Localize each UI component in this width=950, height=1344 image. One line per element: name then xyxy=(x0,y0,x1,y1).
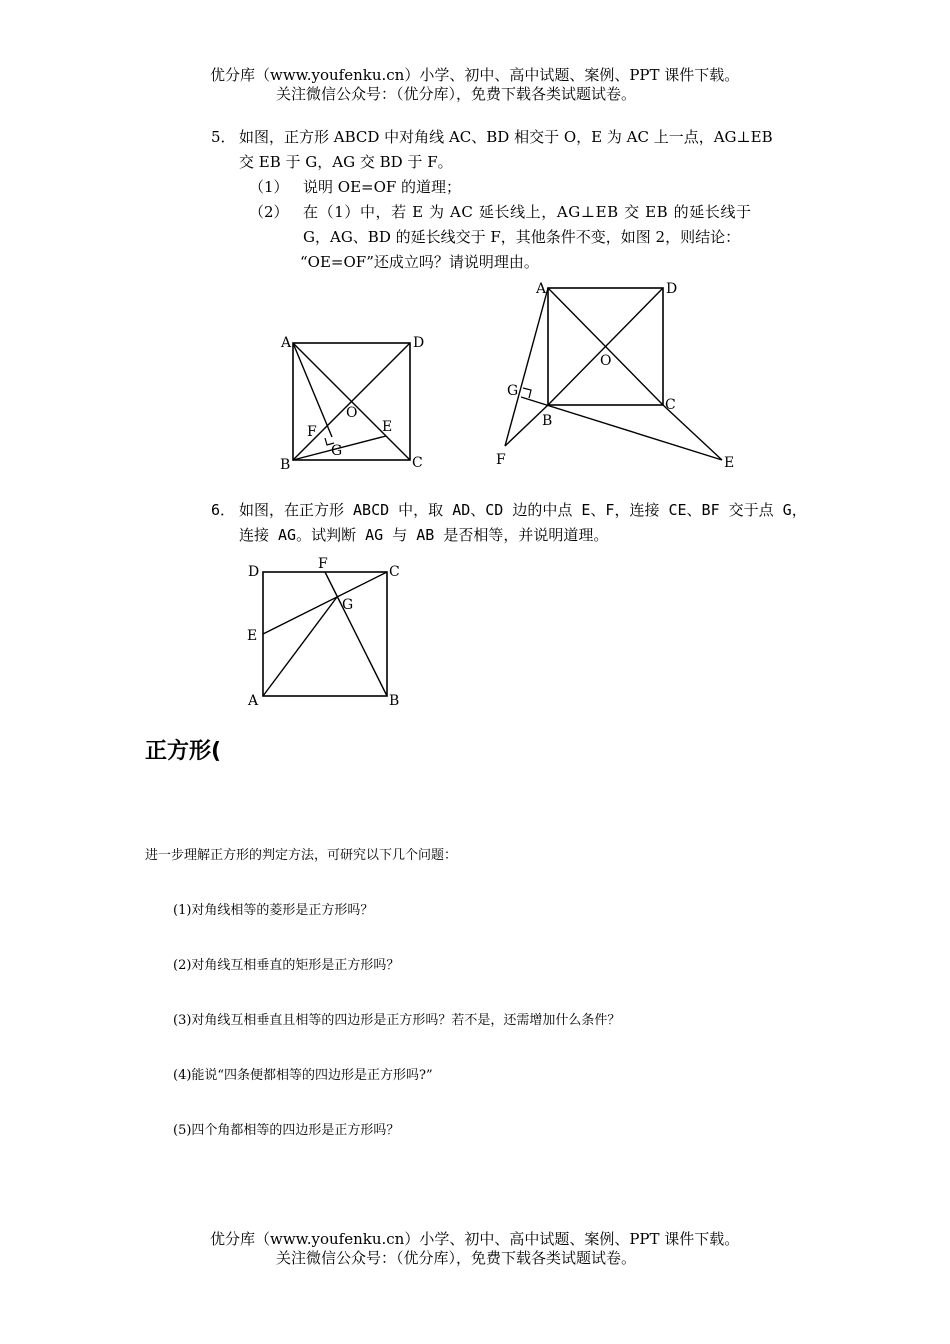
fig3-label-g: G xyxy=(342,597,354,613)
list-item: (4)能说“四条便都相等的四边形是正方形吗?” xyxy=(173,1068,433,1083)
fig2-line-ce xyxy=(663,405,722,460)
fig2-label-g: G xyxy=(507,383,519,399)
q5-line-2: 交 EB 于 G，AG 交 BD 于 F。 xyxy=(239,153,453,171)
fig2-label-d: D xyxy=(666,281,678,297)
fig3-label-e: E xyxy=(247,628,258,644)
header-line-1: 优分库（www.youfenku.cn）小学、初中、高中试题、案例、PPT 课件下载。 xyxy=(210,66,740,84)
q5-sub1-label: （1） xyxy=(249,178,289,196)
fig2-label-c: C xyxy=(665,397,676,413)
q5-number: 5． xyxy=(211,128,236,146)
list-item: (2)对角线互相垂直的矩形是正方形吗？ xyxy=(173,958,400,973)
figure-2-diagram xyxy=(490,275,745,475)
fig3-line-bf xyxy=(325,572,387,696)
q5-sub2-line-1: 在（1）中，若 E 为 AC 延长线上，AG⊥EB 交 EB 的延长线于 xyxy=(303,203,752,221)
fig3-label-c: C xyxy=(389,564,400,580)
fig1-label-f: F xyxy=(307,424,317,440)
q5-line-1: 如图，正方形 ABCD 中对角线 AC、BD 相交于 O，E 为 AC 上一点，AG⊥EB xyxy=(239,128,773,146)
fig1-label-b: B xyxy=(280,457,291,473)
q5-sub2-line-3: “OE=OF”还成立吗？请说明理由。 xyxy=(300,253,539,271)
fig3-label-d: D xyxy=(248,564,260,580)
list-item: (1)对角线相等的菱形是正方形吗？ xyxy=(173,903,374,918)
fig1-label-c: C xyxy=(412,455,423,471)
q5-sub1-text: 说明 OE=OF 的道理； xyxy=(303,178,462,196)
fig1-segment-ag xyxy=(293,343,332,437)
fig1-label-d: D xyxy=(413,335,425,351)
fig3-label-f: F xyxy=(318,556,328,572)
section-intro: 进一步理解正方形的判定方法，可研究以下几个问题： xyxy=(145,848,458,863)
footer-line-1: 优分库（www.youfenku.cn）小学、初中、高中试题、案例、PPT 课件下载。 xyxy=(210,1230,740,1248)
fig3-square xyxy=(263,572,387,696)
list-item: (5)四个角都相等的四边形是正方形吗？ xyxy=(173,1123,400,1138)
fig2-label-a: A xyxy=(536,281,547,297)
fig2-label-o: O xyxy=(600,353,612,369)
figure-1-diagram xyxy=(270,325,430,480)
figure-3-diagram xyxy=(240,552,410,712)
fig1-label-g: G xyxy=(331,443,343,459)
fig1-label-e: E xyxy=(382,419,393,435)
fig3-line-ag xyxy=(263,597,337,696)
q5-sub2-label: （2） xyxy=(249,203,289,221)
fig2-label-b: B xyxy=(542,413,553,429)
fig3-label-a: A xyxy=(248,693,259,709)
fig3-label-b: B xyxy=(389,693,400,709)
fig2-label-e: E xyxy=(724,455,735,471)
q5-sub2-line-2: G，AG、BD 的延长线交于 F，其他条件不变，如图 2，则结论： xyxy=(303,228,741,246)
fig1-label-o: O xyxy=(346,405,358,421)
q6-line-1: 如图，在正方形 ABCD 中，取 AD、CD 边的中点 E、F，连接 CE、BF 交于点 G， xyxy=(239,501,807,519)
fig2-right-angle-mark xyxy=(523,388,531,398)
header-line-2: 关注微信公众号：（优分库），免费下载各类试题试卷。 xyxy=(276,85,637,103)
footer-line-2: 关注微信公众号：（优分库），免费下载各类试题试卷。 xyxy=(276,1249,637,1267)
q6-number: 6． xyxy=(211,501,236,519)
fig1-label-a: A xyxy=(281,335,292,351)
section-title: 正方形( xyxy=(145,739,222,764)
fig2-label-f: F xyxy=(496,452,506,468)
list-item: (3)对角线互相垂直且相等的四边形是正方形吗？若不是，还需增加什么条件？ xyxy=(173,1013,621,1028)
fig3-line-ce xyxy=(263,572,387,634)
q6-line-2: 连接 AG。试判断 AG 与 AB 是否相等，并说明道理。 xyxy=(239,526,609,544)
